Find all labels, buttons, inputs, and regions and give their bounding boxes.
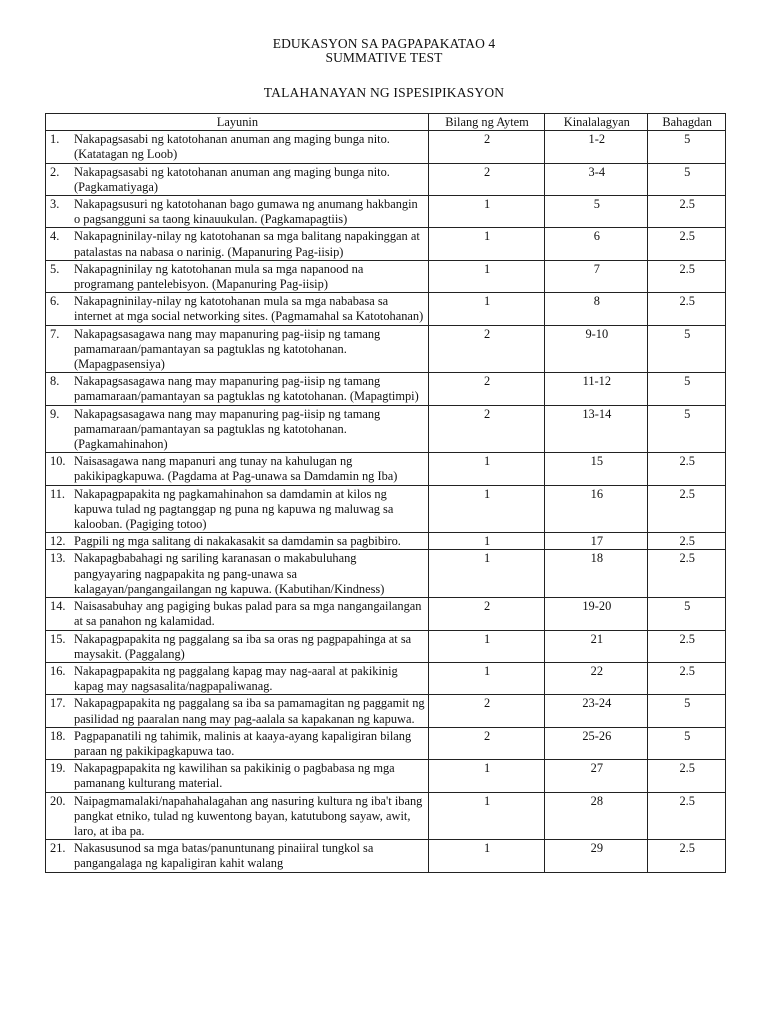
objective-cell: [46, 598, 429, 630]
item-placement-cell: 9-10: [545, 325, 648, 373]
document-title: EDUKASYON SA PAGPAPAKATAO 4: [272, 36, 496, 51]
item-placement-cell: 23-24: [545, 695, 648, 727]
percentage-cell: 2.5: [648, 760, 726, 792]
objective-cell: [46, 662, 429, 694]
percentage-cell: 2.5: [648, 550, 726, 598]
percentage-cell: 2.5: [648, 260, 726, 292]
item-count-cell: 1: [428, 293, 544, 325]
percentage-cell: 5: [648, 405, 726, 453]
objective-cell: [46, 228, 429, 260]
objective-number: 1.: [50, 132, 60, 147]
objective-text: Nakapagsusuri ng katotohanan bago gumawa ng anumang hakbangin o pagsangguni sa taong kinauukulan. (Pagkamapagtiis): [74, 197, 418, 227]
item-count-cell: 1: [428, 485, 544, 533]
objective-text: Nakapagpapakita ng paggalang kapag may nag-aaral at pakikinig kapag may nagsasalita/nagpapaliwanag.: [74, 663, 398, 694]
objective-number: 11.: [50, 486, 66, 501]
percentage-cell: 2.5: [648, 228, 726, 260]
table-row: [46, 533, 726, 550]
objective-text: Nakasusunod sa mga batas/panuntunang pinaiiral tungkol sa pangangalaga ng kapaligiran kahit walang: [74, 841, 374, 871]
objective-cell: [46, 260, 429, 292]
header-bahagdan: Bahagdan: [648, 114, 726, 131]
table-row: [46, 485, 726, 533]
objective-text: Nakapagpapakita ng pagkamahinahon sa damdamin at kilos ng kapuwa tulad ng pagtanggap ng puna ng kapuwa ng maluwag sa kalooban. (Pagiging totoo): [74, 486, 394, 532]
objective-cell: [46, 630, 429, 662]
objective-number: 16.: [50, 663, 66, 678]
objective-text: Nakapagpapakita ng kawilihan sa pakikinig o pagbabasa ng mga pamanang kulturang material.: [74, 761, 395, 791]
table-title: TALAHANAYAN NG ISPESIPIKASYON: [263, 85, 505, 100]
header-bilang-ng-aytem: Bilang ng Aytem: [428, 114, 544, 131]
item-count-cell: 2: [428, 598, 544, 630]
percentage-cell: 2.5: [648, 840, 726, 872]
objective-text: Pagpapanatili ng tahimik, malinis at kaaya-ayang kapaligiran bilang paraan ng pakikipagkapuwa tao.: [74, 728, 412, 758]
item-placement-cell: 1-2: [545, 131, 648, 163]
item-placement-cell: 29: [545, 840, 648, 872]
objective-text: Naisasabuhay ang pagiging bukas palad para sa mga nangangailangan at sa panahon ng kalamidad.: [74, 599, 422, 629]
percentage-cell: 2.5: [648, 792, 726, 840]
table-row: [46, 550, 726, 598]
objective-cell: [46, 485, 429, 533]
item-count-cell: 2: [428, 373, 544, 405]
table-row: [46, 196, 726, 228]
item-placement-cell: 5: [545, 196, 648, 228]
objective-number: 13.: [50, 551, 66, 566]
objective-cell: [46, 840, 429, 872]
item-count-cell: 2: [428, 325, 544, 373]
item-count-cell: 1: [428, 840, 544, 872]
objective-number: 21.: [50, 841, 66, 856]
item-count-cell: 1: [428, 630, 544, 662]
percentage-cell: 2.5: [648, 630, 726, 662]
objective-cell: [46, 792, 429, 840]
table-row: [46, 598, 726, 630]
objective-text: Nakapagsasabi ng katotohanan anuman ang maging bunga nito. (Katatagan ng Loob): [74, 132, 390, 162]
table-row: [46, 293, 726, 325]
item-placement-cell: 7: [545, 260, 648, 292]
item-count-cell: 1: [428, 760, 544, 792]
percentage-cell: 5: [648, 163, 726, 195]
table-row: [46, 630, 726, 662]
item-placement-cell: 13-14: [545, 405, 648, 453]
table-row: [46, 325, 726, 373]
objective-number: 5.: [50, 261, 60, 276]
objective-number: 4.: [50, 229, 60, 244]
objective-number: 2.: [50, 164, 60, 179]
table-row: [46, 228, 726, 260]
objective-number: 17.: [50, 696, 66, 711]
objective-number: 20.: [50, 793, 66, 808]
table-row: [46, 260, 726, 292]
header-kinalalagyan: Kinalalagyan: [545, 114, 648, 131]
table-row: [46, 727, 726, 759]
item-placement-cell: 27: [545, 760, 648, 792]
table-row: [46, 662, 726, 694]
percentage-cell: 5: [648, 131, 726, 163]
item-count-cell: 1: [428, 792, 544, 840]
table-row: [46, 373, 726, 405]
percentage-cell: 2.5: [648, 453, 726, 485]
objective-cell: [46, 131, 429, 163]
item-count-cell: 1: [428, 196, 544, 228]
table-body: [46, 131, 726, 872]
objective-cell: [46, 760, 429, 792]
table-header-row: [46, 114, 726, 131]
item-placement-cell: 8: [545, 293, 648, 325]
percentage-cell: 2.5: [648, 196, 726, 228]
objective-text: Nakapagpapakita ng paggalang sa iba sa oras ng pagpapahinga at sa maysakit. (Paggalang): [74, 631, 412, 661]
objective-number: 18.: [50, 728, 66, 743]
objective-number: 10.: [50, 454, 66, 469]
objective-cell: [46, 293, 429, 325]
table-row: [46, 695, 726, 727]
percentage-cell: 5: [648, 598, 726, 630]
objective-number: 7.: [50, 326, 60, 341]
item-count-cell: 1: [428, 453, 544, 485]
item-placement-cell: 25-26: [545, 727, 648, 759]
percentage-cell: 2.5: [648, 533, 726, 550]
objective-text: Nakapagsasabi ng katotohanan anuman ang maging bunga nito. (Pagkamatiyaga): [74, 164, 390, 194]
item-count-cell: 2: [428, 131, 544, 163]
objective-number: 14.: [50, 599, 66, 614]
table-row: [46, 840, 726, 872]
objective-number: 3.: [50, 197, 60, 212]
table-row: [46, 792, 726, 840]
objective-cell: [46, 325, 429, 373]
item-placement-cell: 11-12: [545, 373, 648, 405]
objective-text: Naisasagawa nang mapanuri ang tunay na kahulugan ng pakikipagkapuwa. (Pagdama at Pag-unawa sa Damdamin ng Iba): [74, 454, 398, 484]
item-placement-cell: 15: [545, 453, 648, 485]
item-count-cell: 2: [428, 405, 544, 453]
item-placement-cell: 6: [545, 228, 648, 260]
percentage-cell: 5: [648, 325, 726, 373]
objective-cell: [46, 163, 429, 195]
item-count-cell: 2: [428, 695, 544, 727]
objective-text: Nakapagninilay-nilay ng katotohanan sa mga balitang napakinggan at patalastas na nabasa o narinig. (Mapanuring Pag-iisip): [74, 229, 420, 259]
percentage-cell: 2.5: [648, 293, 726, 325]
item-placement-cell: 19-20: [545, 598, 648, 630]
item-placement-cell: 22: [545, 662, 648, 694]
table-row: [46, 760, 726, 792]
document-header: [0, 37, 768, 100]
objective-text: Nakapagpapakita ng paggalang sa iba sa pamamagitan ng paggamit ng pasilidad ng paaralan nang may pag-aalala sa kapakanan ng kapuwa.: [74, 696, 425, 726]
objective-text: Nakapagbabahagi ng sariling karanasan o makabuluhang pangyayaring nagpapakita ng pang-unawa sa kalagayan/pangangailangan ng kapuwa. (Kabutihan/Kindness): [74, 551, 385, 596]
objective-cell: [46, 727, 429, 759]
objective-cell: [46, 196, 429, 228]
item-placement-cell: 16: [545, 485, 648, 533]
objective-text: Nakapagsasagawa nang may mapanuring pag-iisip ng tamang pamamaraan/pamantayan sa pagtuklas ng katotohanan. (Pagkamahinahon): [74, 406, 381, 452]
objective-text: Pagpili ng mga salitang di nakakasakit sa damdamin sa pagbibiro.: [74, 534, 401, 549]
objective-number: 6.: [50, 294, 60, 309]
percentage-cell: 5: [648, 695, 726, 727]
objective-text: Nakapagninilay-nilay ng katotohanan mula sa mga nababasa sa internet at mga social networking sites. (Pagmamahal sa Katotohanan): [74, 294, 424, 324]
specification-table: [45, 113, 726, 873]
table-row: [46, 131, 726, 163]
objective-text: Nakapagsasagawa nang may mapanuring pag-iisip ng tamang pamamaraan/pamantayan sa pagtuklas ng katotohanan. (Mapagtimpi): [74, 374, 419, 404]
percentage-cell: 2.5: [648, 662, 726, 694]
item-placement-cell: 17: [545, 533, 648, 550]
table-row: [46, 405, 726, 453]
percentage-cell: 2.5: [648, 485, 726, 533]
item-placement-cell: 18: [545, 550, 648, 598]
item-count-cell: 1: [428, 260, 544, 292]
item-placement-cell: 3-4: [545, 163, 648, 195]
table-row: [46, 163, 726, 195]
percentage-cell: 5: [648, 727, 726, 759]
objective-cell: [46, 405, 429, 453]
objective-number: 12.: [50, 534, 66, 549]
objective-cell: [46, 550, 429, 598]
objective-cell: [46, 373, 429, 405]
objective-text: Nakapagninilay ng katotohanan mula sa mga napanood na programang pantelebisyon. (Mapanuring Pag-iisip): [74, 261, 364, 292]
item-count-cell: 2: [428, 163, 544, 195]
item-placement-cell: 21: [545, 630, 648, 662]
objective-text: Nakapagsasagawa nang may mapanuring pag-iisip ng tamang pamamaraan/pamantayan sa pagtuklas ng katotohanan. (Mapagpasensiya): [74, 326, 381, 372]
objective-number: 15.: [50, 631, 66, 646]
objective-cell: [46, 453, 429, 485]
objective-cell: [46, 695, 429, 727]
objective-number: 19.: [50, 761, 66, 776]
item-count-cell: 2: [428, 727, 544, 759]
item-placement-cell: 28: [545, 792, 648, 840]
header-layunin: Layunin: [46, 114, 429, 131]
objective-number: 9.: [50, 406, 60, 421]
item-count-cell: 1: [428, 550, 544, 598]
objective-text: Naipagmamalaki/napahahalagahan ang nasuring kultura ng iba't ibang pangkat etniko, tulad ng kuwentong bayan, katutubong sayaw, awit, laro, at iba pa.: [74, 793, 423, 838]
item-count-cell: 1: [428, 662, 544, 694]
percentage-cell: 5: [648, 373, 726, 405]
table-row: [46, 453, 726, 485]
item-count-cell: 1: [428, 533, 544, 550]
objective-number: 8.: [50, 374, 60, 389]
document-subtitle-test: SUMMATIVE TEST: [325, 50, 443, 65]
objective-cell: [46, 533, 429, 550]
item-count-cell: 1: [428, 228, 544, 260]
